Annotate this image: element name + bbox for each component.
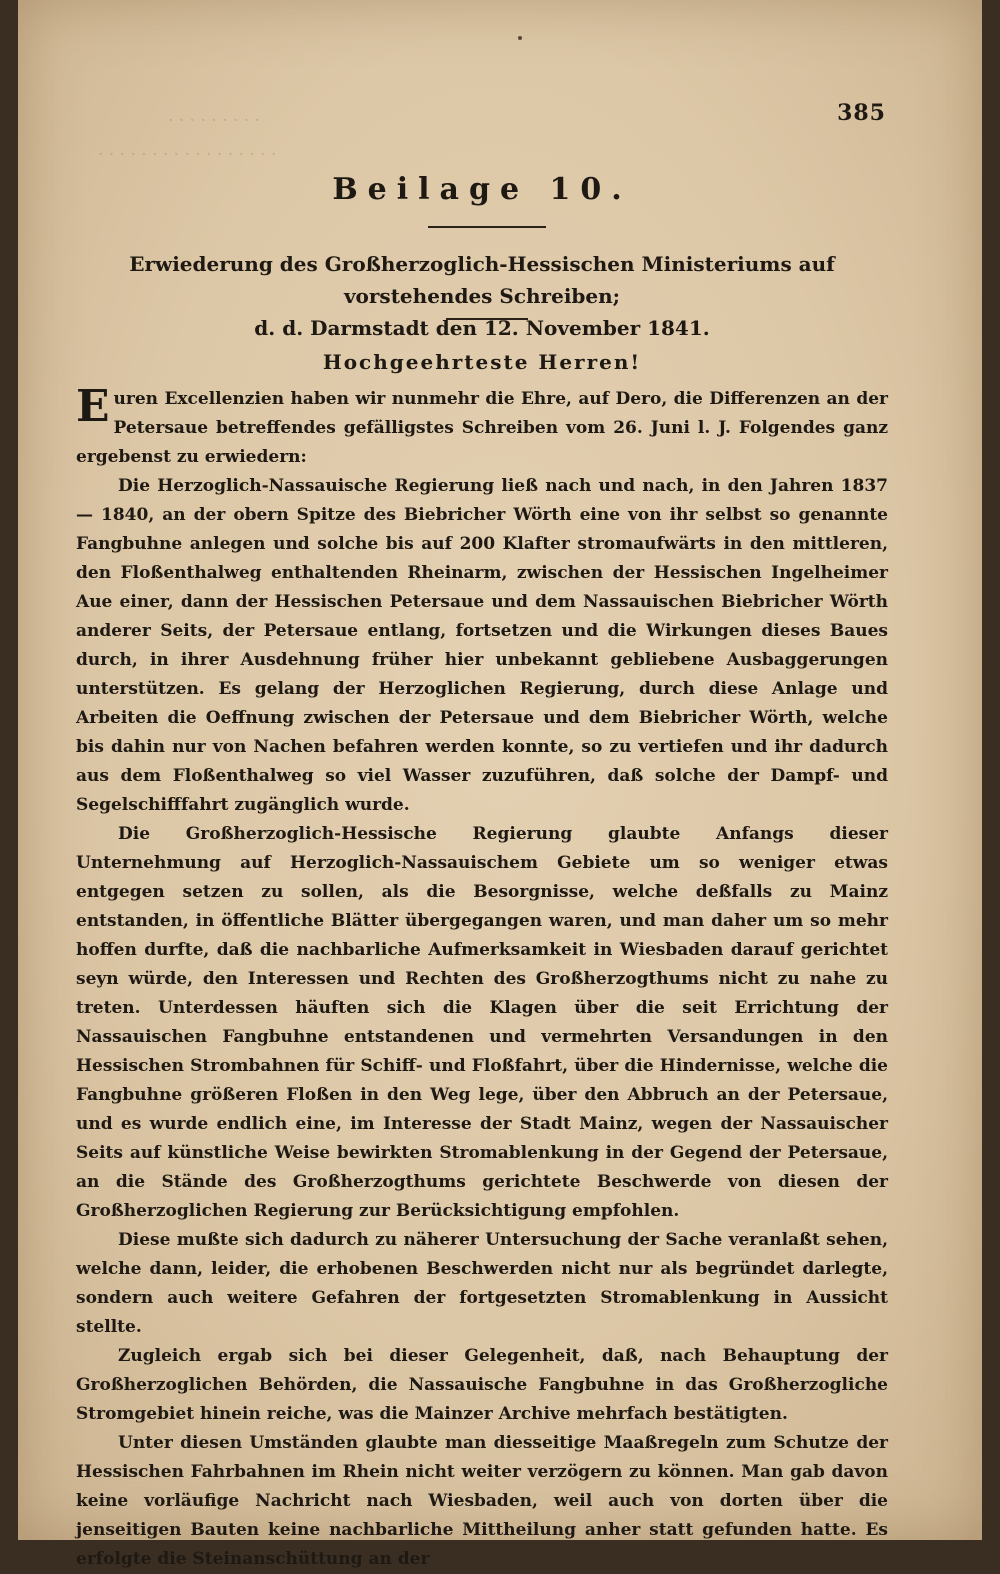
drop-cap: E [76,381,110,432]
paragraph: Unter diesen Umständen glaubte man diesseitige Maaßregeln zum Schutze der Hessischen Fahrbahnen im Rhein nicht weiter verzögern zu können. Man gab davon keine vorläufige Nachricht nach Wiesbaden, weil auch von dorten über die jenseitigen Bauten keine nachbarliche Mittheilung anher statt gefunden hatte. Es erfolgte die Steinanschüttung an der [76,1433,888,1569]
document-heading [76,248,888,344]
document-page [18,0,982,1569]
paragraph: Die Herzoglich-Nassauische Regierung ließ nach und nach, in den Jahren 1837 — 1840, an der obern Spitze des Biebricher Wörth eine von ihr selbst so genannte Fangbuhne anlegen und solche bis auf 200 Klafter stromaufwärts in den mittleren, den Floßenthalweg enthaltenden Rheinarm, zwischen der Hessischen Ingelheimer Aue einer, dann der Hessischen Petersaue und dem Nassauischen Biebricher Wörth anderer Seits, der Petersaue entlang, fortsetzen und die Wirkungen dieses Baues durch, in ihrer Ausdehnung früher hier unbekannt gebliebene Ausbaggerungen unterstützen. Es gelang der Herzoglichen Regierung, durch diese Anlage und Arbeiten die Oeffnung zwischen der Petersaue und dem Biebricher Wörth, welche bis dahin nur von Nachen befahren werden konnte, so zu vertiefen und ihr dadurch aus dem Floßenthalweg so viel Wasser zuzuführen, daß solche der Dampf- und Segelschifffahrt zugänglich wurde. [76,476,888,815]
title-rule [428,226,546,228]
paragraph: Diese mußte sich dadurch zu näherer Untersuchung der Sache veranlaßt sehen, welche dann, leider, die erhobenen Beschwerden nicht nur als begründet darlegte, sondern auch weitere Gefahren der fortgesetzten Stromablenkung in Aussicht stellte. [76,1230,888,1337]
heading-line-2: d. d. Darmstadt den 12. November 1841. [254,316,710,340]
ink-spot [518,36,522,40]
page-number: 385 [837,100,886,126]
bleed-through-text: . . . . . . . . . . . . . . . . . [98,140,277,160]
salutation: Hochgeehrteste Herren! [322,350,642,374]
paragraph: Zugleich ergab sich bei dieser Gelegenheit, daß, nach Behauptung der Großherzoglichen Behörden, die Nassauische Fangbuhne in das Großherzogliche Stromgebiet hinein reiche, was die Mainzer Archive mehrfach bestätigten. [76,1346,888,1424]
body-text [76,381,888,1574]
paragraph: Die Großherzoglich-Hessische Regierung glaubte Anfangs dieser Unternehmung auf Herzoglich-Nassauischem Gebiete um so weniger etwas entgegen setzen zu sollen, als die Besorgnisse, welche deßfalls zu Mainz entstanden, in öffentliche Blätter übergegangen waren, und man daher um so mehr hoffen durfte, daß die nachbarliche Aufmerksamkeit in Wiesbaden darauf gerichtet seyn würde, den Interessen und Rechten des Großherzogthums nicht zu nahe zu treten. Unterdessen häuften sich die Klagen über die seit Errichtung der Nassauischen Fangbuhne entstandenen und vermehrten Versandungen in den Hessischen Strombahnen für Schiff- und Floßfahrt, über die Hindernisse, welche die Fangbuhne größeren Floßen in den Weg lege, über den Abbruch an der Petersaue, und es wurde endlich eine, im Interesse der Stadt Mainz, wegen der Nassauischer Seits auf künstliche Weise bewirkten Stromablenkung in der Gegend der Petersaue, an die Stände des Großherzogthums gerichtete Beschwerde von diesen der Großherzoglichen Regierung zur Berücksichtigung empfohlen. [76,824,888,1221]
paragraph: Euren Excellenzien haben wir nunmehr die Ehre, auf Dero, die Differenzen an der Petersaue betreffendes gefälligstes Schreiben vom 26. Juni l. J. Folgendes ganz ergebenst zu erwiedern: [76,381,888,467]
heading-line-1: Erwiederung des Großherzoglich-Hessischen Ministeriums auf vorstehendes Schreiben; [129,252,835,308]
bleed-through-text: . . . . . . . . . [168,106,260,126]
appendix-title: Beilage 10. [332,172,632,207]
heading-rule [446,318,528,320]
